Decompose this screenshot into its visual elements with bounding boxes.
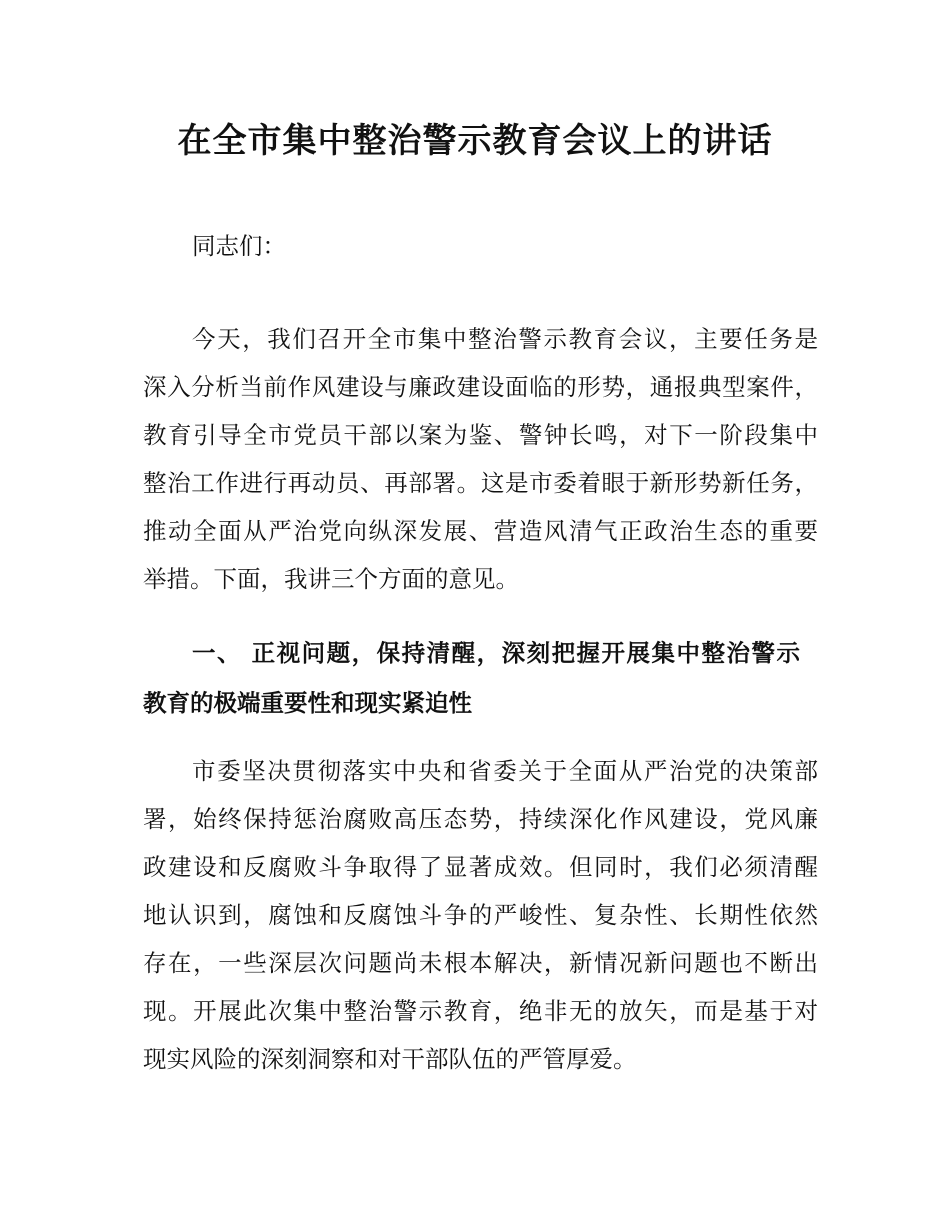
paragraph-line: 教育引导全市党员干部以案为鉴、警钟长鸣，对下一阶段集中 xyxy=(143,421,818,449)
document-title: 在全市集中整治警示教育会议上的讲话 xyxy=(177,121,773,161)
heading-line: 教育的极端重要性和现实紧迫性 xyxy=(143,689,472,717)
paragraph-line: 地认识到，腐蚀和反腐蚀斗争的严峻性、复杂性、长期性依然 xyxy=(143,901,818,929)
paragraph-line: 推动全面从严治党向纵深发展、营造风清气正政治生态的重要 xyxy=(143,517,818,545)
paragraph-line: 存在，一些深层次问题尚未根本解决，新情况新问题也不断出 xyxy=(143,949,818,977)
paragraph-line: 现。开展此次集中整治警示教育，绝非无的放矢，而是基于对 xyxy=(143,997,818,1025)
paragraph-line: 举措。下面，我讲三个方面的意见。 xyxy=(143,565,519,593)
paragraph-line: 现实风险的深刻洞察和对干部队伍的严管厚爱。 xyxy=(143,1045,637,1073)
heading-line: 一、 正视问题，保持清醒，深刻把握开展集中整治警示 xyxy=(192,639,800,667)
paragraph-line: 深入分析当前作风建设与廉政建设面临的形势，通报典型案件， xyxy=(143,373,818,401)
paragraph-line: 今天，我们召开全市集中整治警示教育会议，主要任务是 xyxy=(192,325,818,353)
paragraph-line: 署，始终保持惩治腐败高压态势，持续深化作风建设，党风廉 xyxy=(143,805,818,833)
paragraph-line: 整治工作进行再动员、再部署。这是市委着眼于新形势新任务， xyxy=(143,469,818,497)
salutation: 同志们： xyxy=(192,232,286,260)
paragraph-line: 市委坚决贯彻落实中央和省委关于全面从严治党的决策部 xyxy=(192,757,818,785)
paragraph-line: 政建设和反腐败斗争取得了显著成效。但同时，我们必须清醒 xyxy=(143,853,818,881)
